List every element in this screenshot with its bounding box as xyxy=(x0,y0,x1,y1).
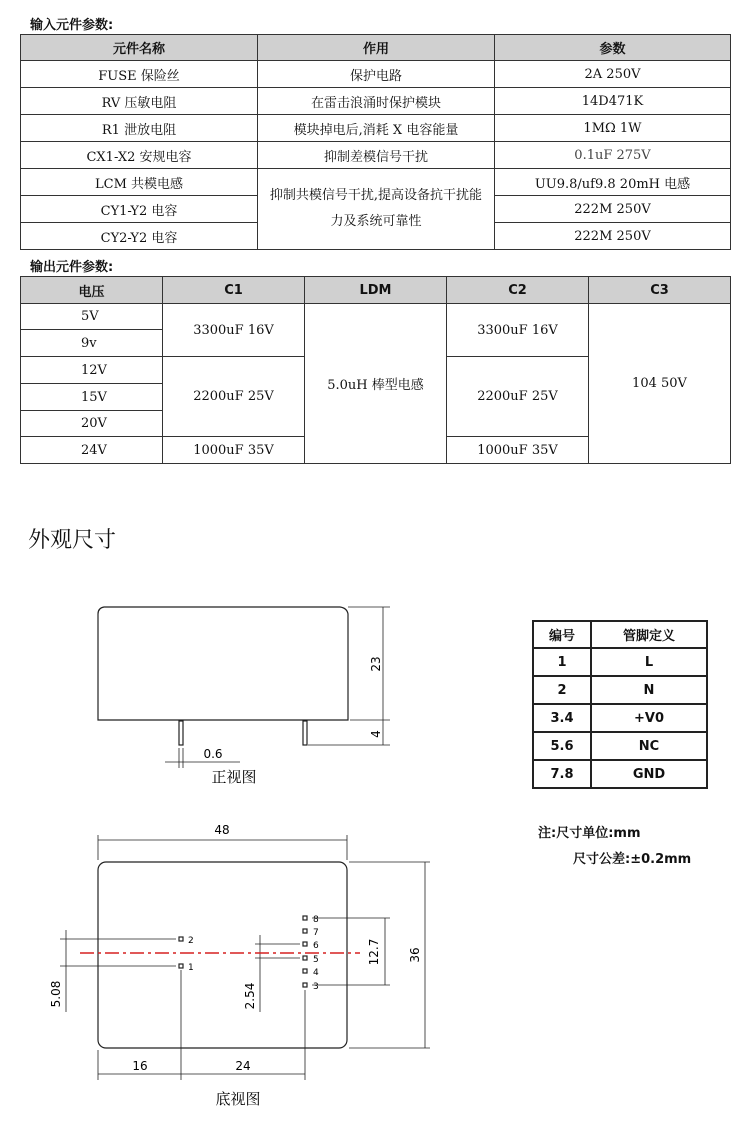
cell-purpose: 模块掉电后,消耗 X 电容能量 xyxy=(258,115,495,142)
cell-pin-definition: N xyxy=(591,676,707,704)
cell-ldm: 5.0uH 棒型电感 xyxy=(305,304,447,464)
output-section-title: 输出元件参数: xyxy=(30,260,114,275)
pin-2-marker xyxy=(179,937,183,941)
cell-name: FUSE 保险丝 xyxy=(21,61,258,88)
cell-c2: 2200uF 25V xyxy=(447,357,589,437)
cell-pin-definition: +V0 xyxy=(591,704,707,732)
front-height-label: 23 xyxy=(369,656,383,672)
front-pin-left xyxy=(179,721,183,745)
cell-name: R1 泄放电阻 xyxy=(21,115,258,142)
cell-name: RV 压敏电阻 xyxy=(21,88,258,115)
cell-pin-definition: L xyxy=(591,648,707,676)
cell-pin-definition: NC xyxy=(591,732,707,760)
pin-label: 7 xyxy=(313,928,319,938)
cell-param: 2A 250V xyxy=(495,61,731,88)
pin-4-marker xyxy=(303,969,307,973)
header-pin-definition: 管脚定义 xyxy=(591,621,707,648)
bottom-mid-dist-label: 24 xyxy=(235,1059,251,1073)
header-pin-number: 编号 xyxy=(533,621,591,648)
cell-name: LCM 共模电感 xyxy=(21,169,258,196)
input-section-title: 输入元件参数: xyxy=(30,18,114,33)
pin-5-marker xyxy=(303,956,307,960)
bottom-pitch-label: 12.7 xyxy=(367,938,381,966)
pin-label: 1 xyxy=(188,963,194,973)
cell-pin-number: 5.6 xyxy=(533,732,591,760)
table-row xyxy=(533,704,707,732)
pin-label: 8 xyxy=(313,915,319,925)
cell-voltage: 15V xyxy=(21,384,163,411)
front-pin-length-label: 4 xyxy=(369,730,383,738)
pin-label: 5 xyxy=(313,955,319,965)
cell-c1: 3300uF 16V xyxy=(163,304,305,357)
pin-label: 3 xyxy=(313,982,319,992)
table-row xyxy=(533,760,707,788)
pin-6-marker xyxy=(303,942,307,946)
cell-pin-number: 2 xyxy=(533,676,591,704)
cell-c3: 104 50V xyxy=(589,304,731,464)
cell-param: 14D471K xyxy=(495,88,731,115)
cell-param: 1MΩ 1W xyxy=(495,115,731,142)
cell-pin-number: 7.8 xyxy=(533,760,591,788)
table-header-row xyxy=(533,621,707,648)
header-ldm: LDM xyxy=(305,277,447,304)
pin-3-marker xyxy=(303,983,307,987)
pin-label: 4 xyxy=(313,968,319,978)
cell-purpose: 保护电路 xyxy=(258,61,495,88)
header-purpose: 作用 xyxy=(258,35,495,61)
cell-purpose: 在雷击浪涌时保护模块 xyxy=(258,88,495,115)
cell-pin-number: 3.4 xyxy=(533,704,591,732)
note-tolerance: 尺寸公差:±0.2mm xyxy=(573,852,692,867)
front-view-drawing xyxy=(98,607,390,768)
cell-name: CX1-X2 安规电容 xyxy=(21,142,258,169)
bottom-height-label: 36 xyxy=(408,947,422,963)
pin-1-marker xyxy=(179,964,183,968)
note-unit: 注:尺寸单位:mm xyxy=(538,826,641,841)
pin-definition-table xyxy=(532,620,708,789)
cell-name: CY2-Y2 电容 xyxy=(21,223,258,250)
pin-label: 2 xyxy=(188,936,194,946)
bottom-left-dist-label: 16 xyxy=(132,1059,148,1073)
pin-8-marker xyxy=(303,916,307,920)
header-c1: C1 xyxy=(163,277,305,304)
header-c3: C3 xyxy=(589,277,731,304)
cell-c1: 1000uF 35V xyxy=(163,437,305,464)
cell-pin-number: 1 xyxy=(533,648,591,676)
cell-param: UU9.8/uf9.8 20mH 电感 xyxy=(495,169,731,196)
table-row xyxy=(533,648,707,676)
header-parameter: 参数 xyxy=(495,35,731,61)
bottom-left-offset-label: 5.08 xyxy=(49,980,63,1008)
bottom-view-caption: 底视图 xyxy=(215,1090,261,1108)
front-view-outline xyxy=(98,607,348,720)
pin-7-marker xyxy=(303,929,307,933)
cell-param: 222M 250V xyxy=(495,223,731,250)
table-row xyxy=(533,676,707,704)
dimensions-title: 外观尺寸 xyxy=(28,528,117,553)
cell-voltage: 5V xyxy=(21,304,163,330)
cell-pin-definition: GND xyxy=(591,760,707,788)
bottom-width-label: 48 xyxy=(214,823,230,837)
cell-c2: 3300uF 16V xyxy=(447,304,589,357)
table-row xyxy=(533,732,707,760)
cell-name: CY1-Y2 电容 xyxy=(21,196,258,223)
cell-voltage: 9v xyxy=(21,330,163,357)
cell-merged-purpose: 抑制共模信号干扰,提高设备抗干扰能力及系统可靠性 xyxy=(258,169,495,250)
front-pin-width-label: 0.6 xyxy=(203,747,223,761)
front-view-caption: 正视图 xyxy=(211,768,257,786)
header-voltage: 电压 xyxy=(21,277,163,304)
front-pin-right xyxy=(303,721,307,745)
cell-voltage: 12V xyxy=(21,357,163,384)
cell-param: 0.1uF 275V xyxy=(495,142,731,169)
cell-c2: 1000uF 35V xyxy=(447,437,589,464)
cell-voltage: 20V xyxy=(21,411,163,437)
bottom-pin-spacing-label: 2.54 xyxy=(243,982,257,1010)
cell-param: 222M 250V xyxy=(495,196,731,223)
header-component-name: 元件名称 xyxy=(21,35,258,61)
cell-voltage: 24V xyxy=(21,437,163,464)
pin-label: 6 xyxy=(313,941,319,951)
header-c2: C2 xyxy=(447,277,589,304)
cell-purpose: 抑制差模信号干扰 xyxy=(258,142,495,169)
bottom-view-outline xyxy=(98,862,347,1048)
cell-c1: 2200uF 25V xyxy=(163,357,305,437)
